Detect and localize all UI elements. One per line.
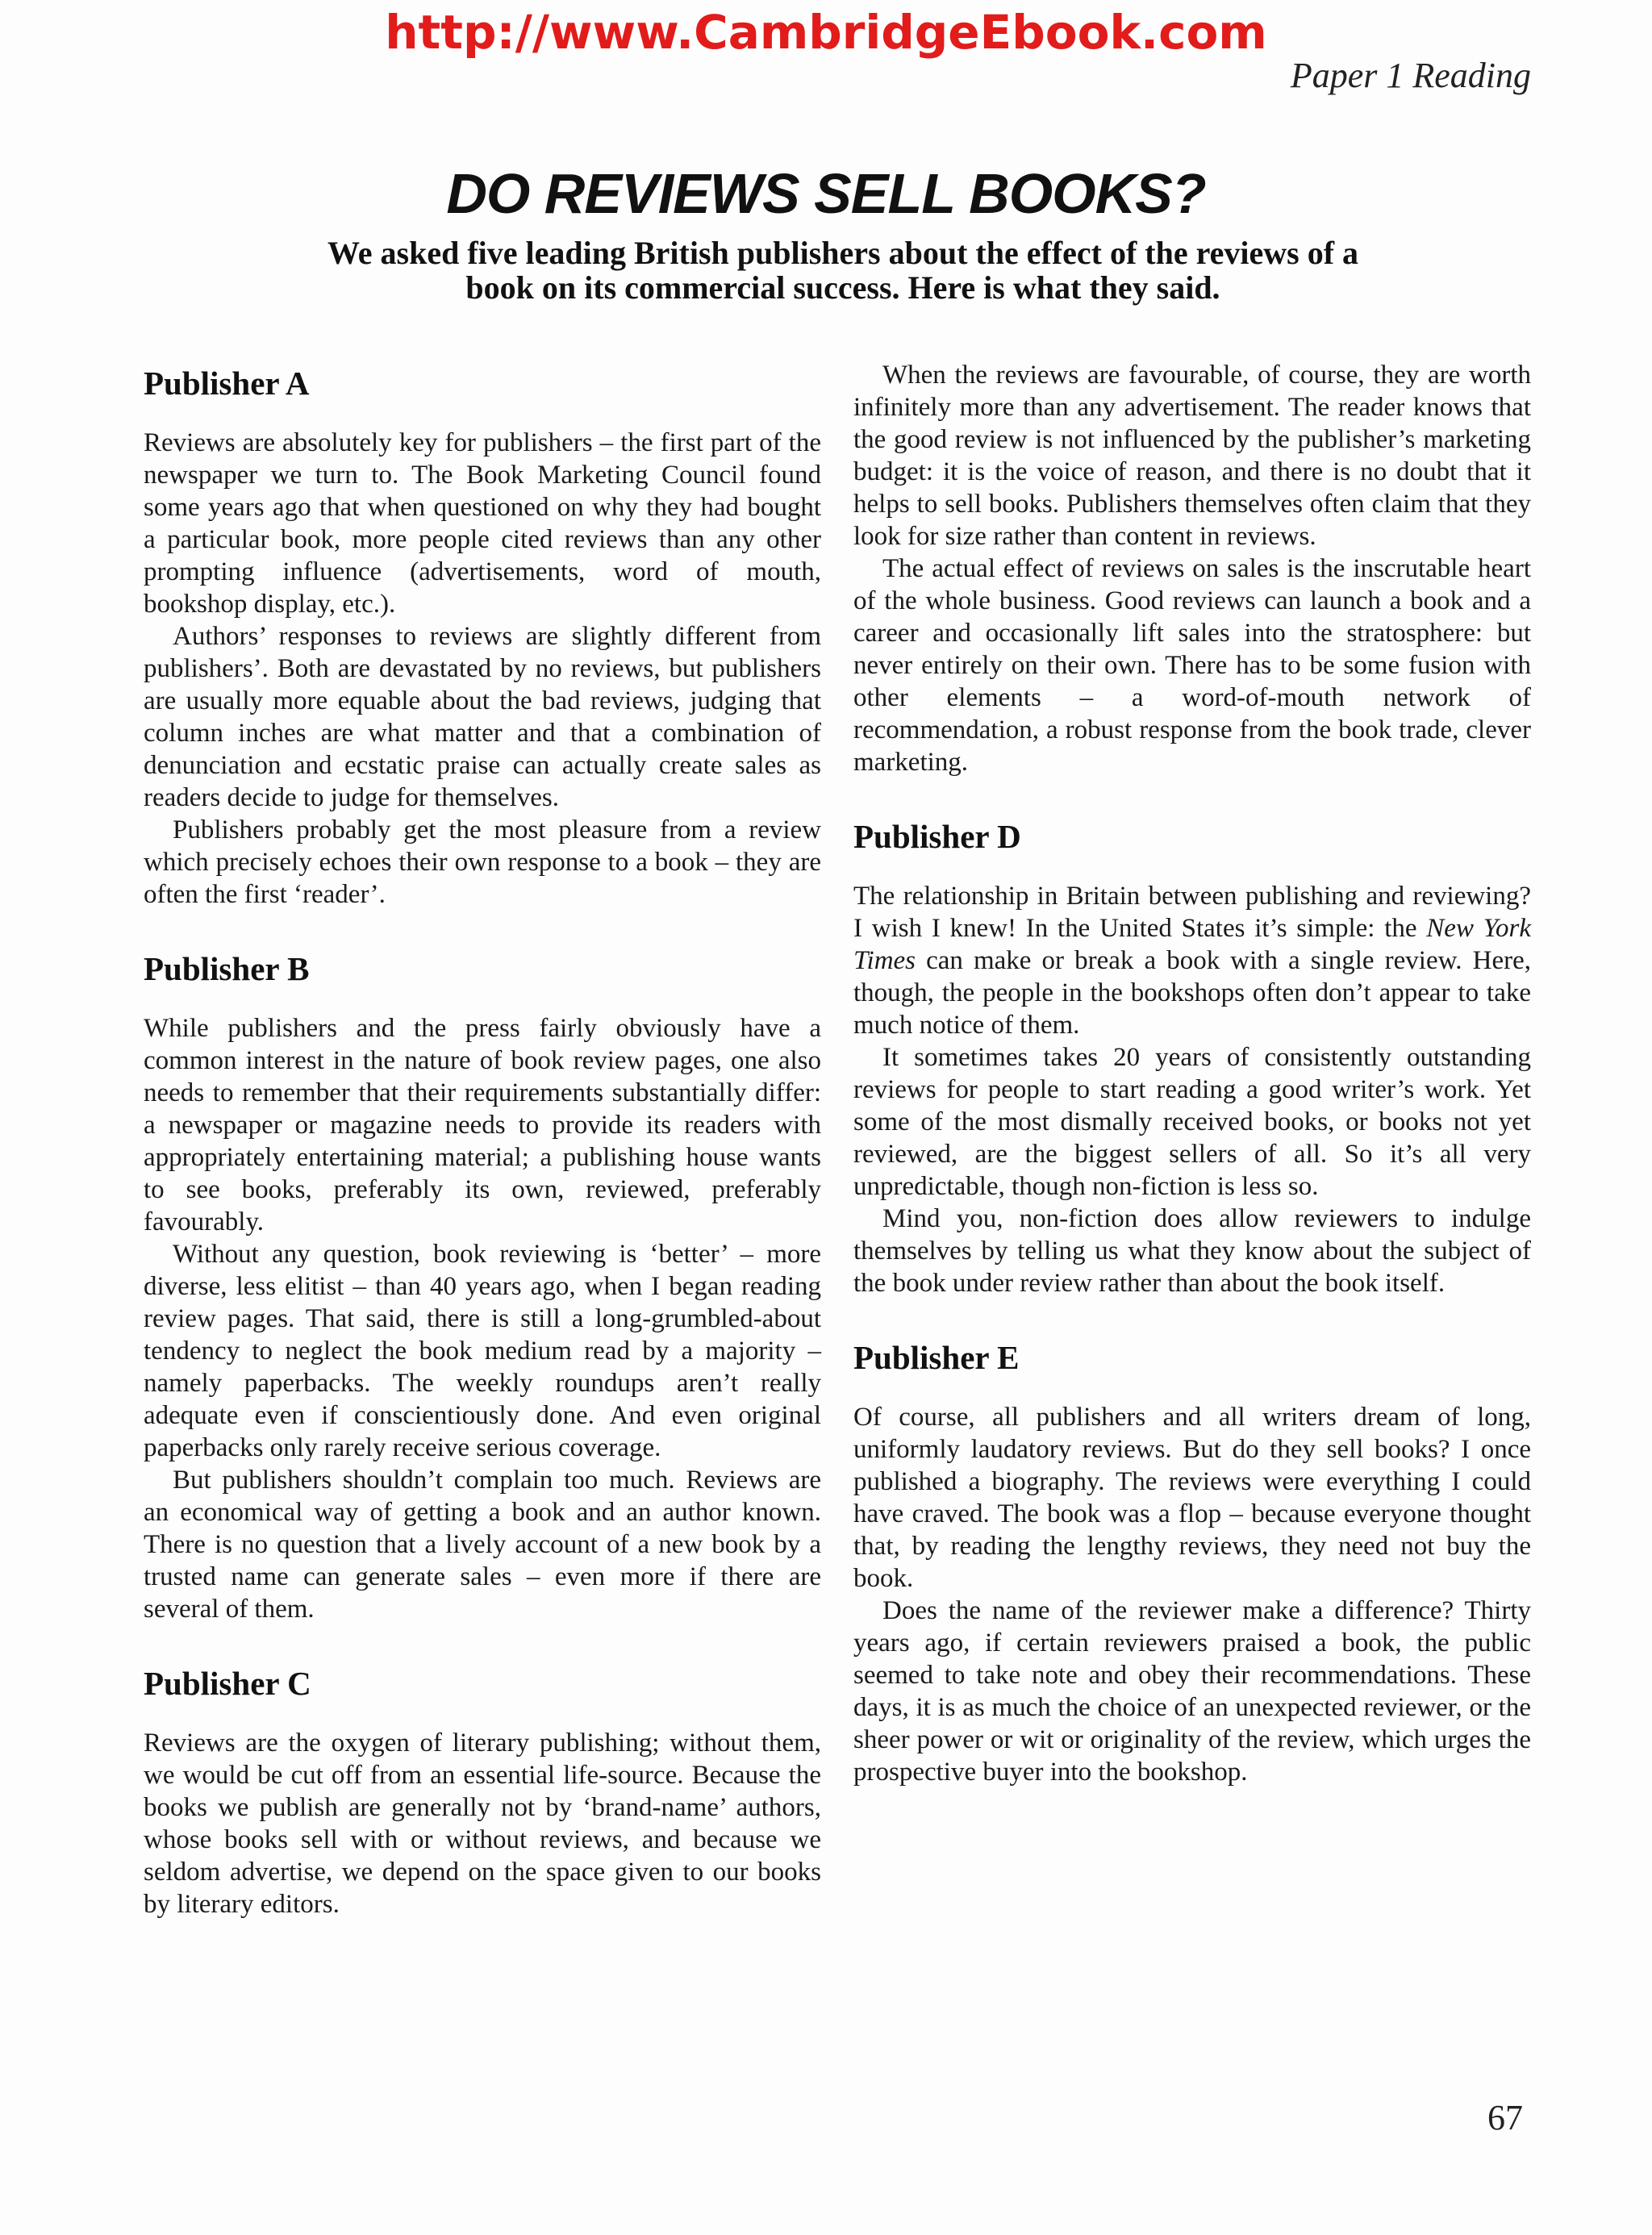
paragraph: Without any question, book reviewing is ‘better’ – more diverse, less elitist – than 40 years ago, when I began reading review pages. That said, there is still a long-grumbled-about tendency to neglect the book medium read by a majority – namely paperbacks. The weekly roundups aren’t really adequate even if conscientiously done. And even original paperbacks only rarely receive serious coverage. [144,1240,821,1462]
section-publisher-a [144,359,821,911]
paragraph: The actual effect of reviews on sales is the inscrutable heart of the whole business. Good reviews can launch a book and a career and occasionally lift sales into the stratosphere: but never entirely on their own. There has to be some fusion with other elements – a word-of-mouth network of recommendation, a robust response from the book trade, clever marketing. [853,554,1531,777]
section-publisher-d [853,812,1531,1299]
paragraph: Publishers probably get the most pleasure from a review which precisely echoes their own response to a book – they are often the first ‘reader’. [144,815,821,909]
paragraph: It sometimes takes 20 years of consistently outstanding reviews for people to start reading a good writer’s work. Yet some of the most dismally received books, or books not yet reviewed, are the biggest sellers of all. So it’s all very unpredictable, though non-fiction is less so. [853,1043,1531,1201]
paragraph: Reviews are the oxygen of literary publishing; without them, we would be cut off from an essential life-source. Because the books we publish are generally not by ‘brand-name’ authors, whose books sell with or without reviews, and because we seldom advertise, we depend on the space given to our books by literary editors. [144,1728,821,1919]
left-column [144,359,821,1954]
paragraph: While publishers and the press fairly obviously have a common interest in the nature of book review pages, one also needs to remember that their requirements substantially differ: a newspaper or magazine needs to provide its readers with appropriately entertaining material; a publishing house wants to see books, preferably its own, reviewed, preferably favourably. [144,1014,821,1236]
section-publisher-c [144,1659,821,1920]
paragraph: When the reviews are favourable, of course, they are worth infinitely more than any advertisement. The reader knows that the good review is not influenced by the publisher’s marketing budget: it is the voice of reason, and there is no doubt that it helps to sell books. Publishers themselves often claim that they look for size rather than content in reviews. [853,361,1531,551]
newspaper-title: New York Times [853,914,1532,975]
section-heading: Publisher D [853,818,1021,855]
paragraph: But publishers shouldn’t complain too much. Reviews are an economical way of getting a book and an author known. There is no question that a lively account of a new book by a trusted name can generate sales – even more if there are several of them. [144,1466,821,1624]
section-publisher-e [853,1333,1531,1788]
section-heading: Publisher C [144,1665,311,1702]
paragraph: Of course, all publishers and all writers dream of long, uniformly laudatory reviews. But do they sell books? I once published a biography. The reviews were everything I could have craved. The book was a flop – because everyone thought that, by reading the lengthy reviews, they need not buy the book. [853,1403,1531,1593]
text-run: can make or break a book with a single review. Here, though, the people in the bookshops often don’t appear to take much notice of them. [853,946,1531,1040]
paragraph: Reviews are absolutely key for publishers – the first part of the newspaper we turn to. The Book Marketing Council found some years ago that when questioned on why they had bought a particular book, more people cited reviews than any other prompting influence (advertisements, word of mouth, bookshop display, etc.). [144,428,821,619]
section-publisher-c-continued [853,359,1531,778]
section-heading: Publisher B [144,950,310,987]
section-heading: Publisher E [853,1339,1020,1376]
article-title: DO REVIEWS SELL BOOKS? [446,162,1206,225]
section-publisher-b [144,944,821,1625]
paragraph [853,880,1531,1041]
page-number: 67 [1487,2098,1523,2137]
paragraph: Authors’ responses to reviews are slightly different from publishers’. Both are devastated by no reviews, but publishers are usually more equable about the bad reviews, judging that column inches are what matter and that a combination of denunciation and ecstatic praise can actually create sales as readers decide to judge for themselves. [144,622,821,812]
article-subtitle: We asked five leading British publishers about the effect of the reviews of a book on its commercial success. Here is what they said. [327,235,1359,306]
text-run: The relationship in Britain between publishing and reviewing? I wish I knew! In the United States it’s simple: the [853,882,1531,943]
watermark-url[interactable]: http://www.CambridgeEbook.com [385,5,1267,60]
right-column [853,359,1531,1822]
section-heading: Publisher A [144,365,310,402]
running-head: Paper 1 Reading [1290,56,1531,95]
paragraph: Does the name of the reviewer make a difference? Thirty years ago, if certain reviewers praised a book, the public seemed to take note and obey their recommendations. These days, it is as much the choice of an unexpected reviewer, or the sheer power or wit or originality of the review, which urges the prospective buyer into the bookshop. [853,1596,1531,1787]
paragraph: Mind you, non-fiction does allow reviewers to indulge themselves by telling us what they know about the subject of the book under review rather than about the book itself. [853,1204,1531,1298]
